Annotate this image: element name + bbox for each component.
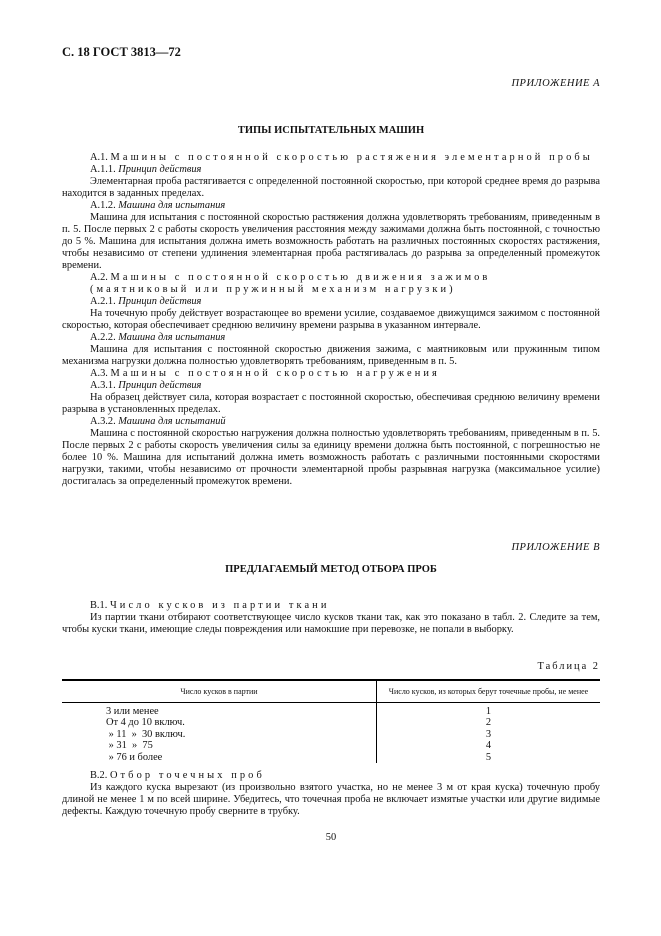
table-row [62,752,600,763]
section-number: А.2.2. [90,332,116,343]
section-title: Принцип действия [118,164,202,175]
paragraph: Машина для испытания с постоянной скоростью растяжения должна удовлетворять требованиям, приведенным в п. 5. После первых 2 с работы скорость увеличения расстояния между зажимами должна быть постоянной, с точностью до 5 %. Машина для испытания должна иметь возможность работать на различных постоянных скоростях растяжения, чтобы независимо от степени удлинения элементарная проба растягивалась до разрыва за определенный промежуток времени. [62,212,600,271]
section-a2-subtitle: (маятниковый или пружинный механизм нагрузки) [90,284,456,295]
table-cell: 1 [485,706,492,717]
column-header: Число кусков в партии [62,680,377,703]
section-title: Машины с постоянной скоростью движения зажимов [110,272,491,283]
section-number: А.2.1. [90,296,116,307]
section-b2-heading [62,770,600,782]
section-b2 [62,770,600,818]
table-row [62,717,600,728]
section-number: А.1.2. [90,200,116,211]
section-title: Принцип действия [118,296,202,307]
section-title: Машина для испытаний [118,416,226,427]
section-a32-heading [62,416,600,428]
section-number: А.1. [90,152,108,163]
appendix-b-label: ПРИЛОЖЕНИЕ В [511,542,600,553]
section-a31-heading [62,380,600,392]
section-number: А.1.1. [90,164,116,175]
section-title: Машины с постоянной скоростью растяжения элементарной пробы [110,152,593,163]
section-a22-heading [62,332,600,344]
table-cell: От 4 до 10 включ. [62,717,377,728]
section-title: Машина для испытания [118,332,226,343]
section-a11-heading [62,164,600,176]
table-cell: » 11 » 30 включ. [62,729,377,740]
table-cell: » 31 » 75 [62,740,377,751]
section-title: Машины с постоянной скоростью нагружения [110,368,440,379]
section-a3-heading [62,368,600,380]
table-cell: 2 [485,717,492,729]
table-row [62,740,600,751]
paragraph: Из партии ткани отбирают соответствующее число кусков ткани так, как это показано в табл. 2. Следите за тем, чтобы куски ткани, имеющие следы повреждения или намокшие при перевозке, не попали в выборку. [62,612,600,635]
table-row [62,729,600,740]
appendix-a-title: ТИПЫ ИСПЫТАТЕЛЬНЫХ МАШИН [237,125,425,136]
section-number: В.2. [90,770,108,781]
section-number: А.3.1. [90,380,116,391]
section-number: В.1. [90,600,108,611]
section-a12-heading [62,200,600,212]
paragraph: Машина для испытания с постоянной скоростью движения зажима, с маятниковым или пружинным типом механизма нагрузки должна полностью удовлетворять требованиям, приведенным в п. 5. [62,344,600,367]
paragraph: Из каждого куска вырезают (из произвольно взятого участка, но не менее 3 м от края куска) точечную пробу длиной не менее 1 м по всей ширине. Убедитесь, что точечная проба не включает измятые участки или другие видимые дефекты. Каждую точечную пробу сверните в трубку. [62,782,600,817]
paragraph: Элементарная проба растягивается с определенной постоянной скоростью, при которой среднее время до разрыва находится в заданных пределах. [62,176,600,199]
table-caption: Таблица 2 [537,661,600,672]
appendix-a-body [62,152,600,488]
section-number: А.2. [90,272,108,283]
paragraph: Машина с постоянной скоростью нагружения должна полностью удовлетворять требованиям, приведенным в п. 5. После первых 2 с работы скорость увеличения силы за единицу времени должна быть постоянной, с погрешностью не более 10 %. Машина для испытаний должна иметь возможность работать с различными постоянными скоростями нагрузки, такими, чтобы независимо от прочности элементарной пробы разрывная нагрузка (максимальное усилие) достигалась за определенный промежуток времени. [62,428,600,487]
appendix-a-label: ПРИЛОЖЕНИЕ А [511,78,600,89]
page-header: С. 18 ГОСТ 3813—72 [62,45,181,59]
table-header-row [62,680,600,703]
column-header: Число кусков, из которых берут точечные пробы, не менее [377,680,601,703]
table-cell: 3 или менее [62,706,377,717]
section-title: Принцип действия [118,380,202,391]
table-cell: 4 [485,740,492,752]
table-cell: 3 [485,728,492,740]
section-b1 [62,600,600,636]
table-cell: » 76 и более [62,752,377,763]
section-a21-heading [62,296,600,308]
paragraph: На образец действует сила, которая возрастает с постоянной скоростью, обеспечивая среднюю величину времени разрыва в установленных пределах. [62,392,600,415]
section-number: А.3. [90,368,108,379]
section-title: Машина для испытания [118,200,226,211]
table-cell: 5 [485,751,492,763]
page-number: 50 [325,832,337,843]
table-2 [62,679,600,763]
section-a1-heading [62,152,600,164]
section-title: Число кусков из партии ткани [109,600,330,611]
section-a2-heading [62,272,600,284]
appendix-b-title: ПРЕДЛАГАЕМЫЙ МЕТОД ОТБОРА ПРОБ [225,564,437,575]
paragraph: На точечную пробу действует возрастающее во времени усилие, создаваемое движущимся зажимом с постоянной скоростью, которая обеспечивает среднюю величину времени разрыва в указанном интервале. [62,308,600,331]
section-number: А.3.2. [90,416,116,427]
section-title: Отбор точечных проб [109,770,265,781]
section-b1-heading [62,600,600,612]
table-row [62,706,600,717]
